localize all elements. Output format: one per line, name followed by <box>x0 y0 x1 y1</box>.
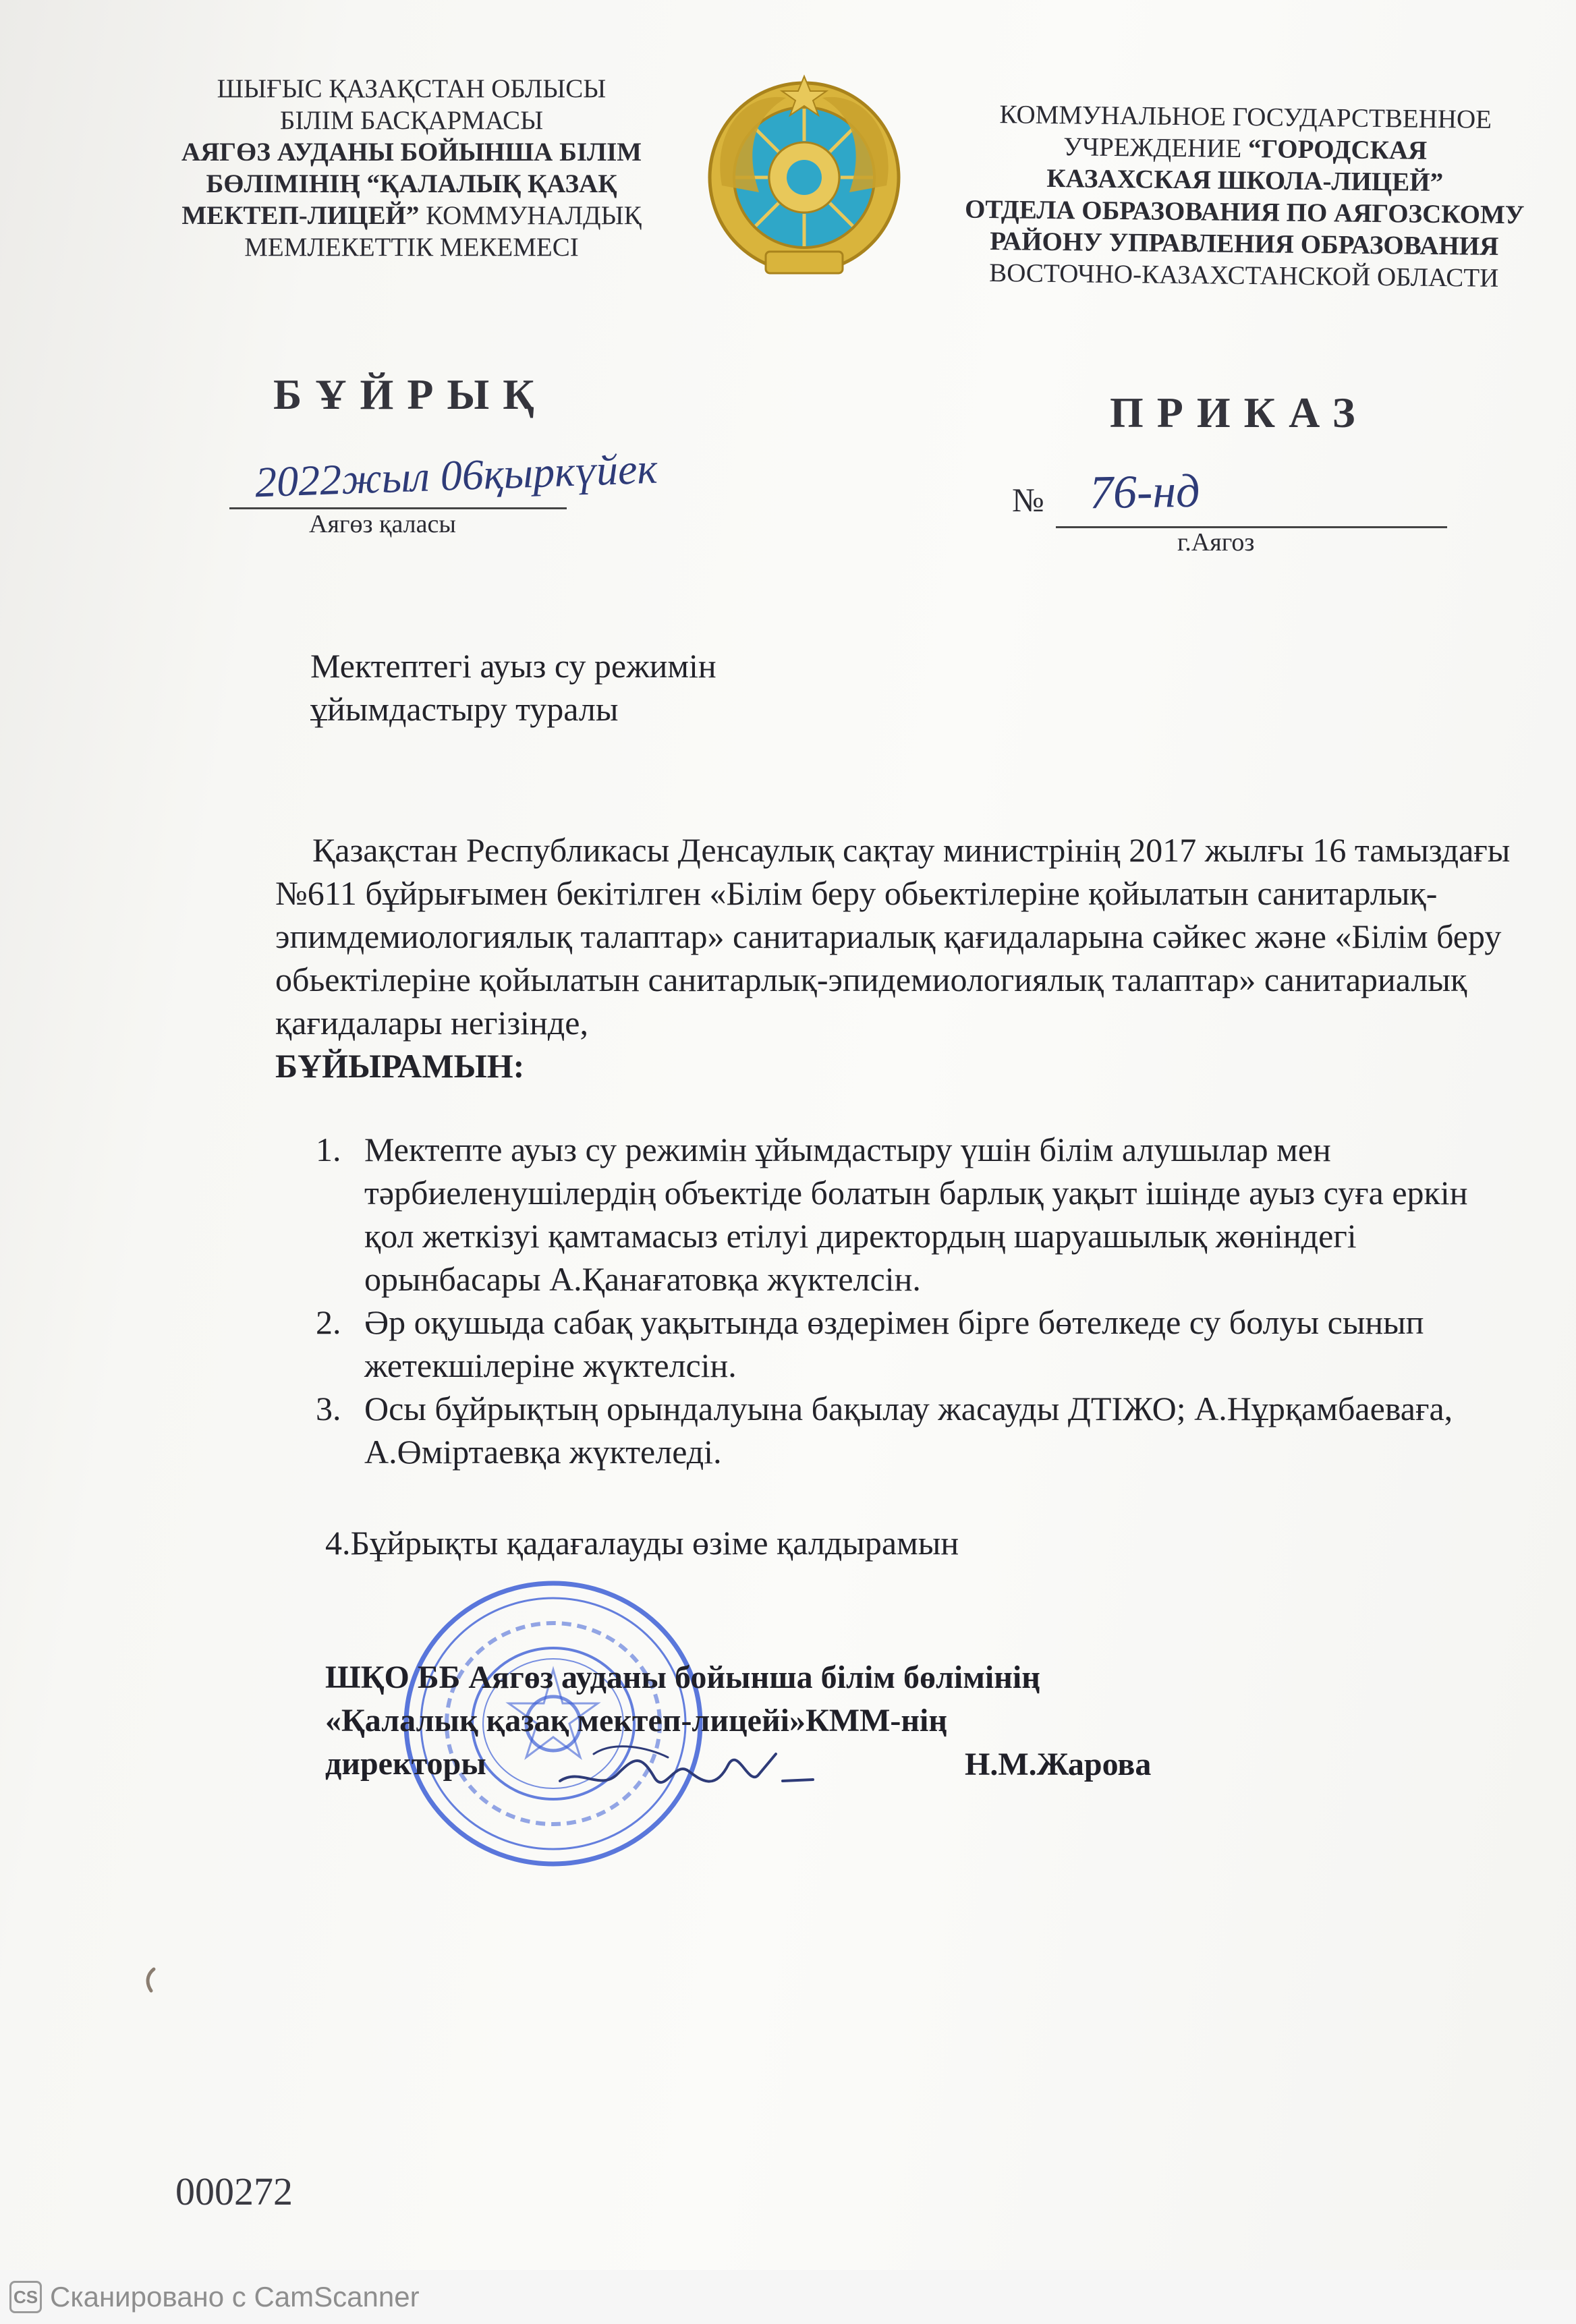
handwritten-number: 76-нд <box>1089 465 1201 519</box>
camscanner-logo-icon: CS <box>9 2281 42 2313</box>
document-serial-number: 000272 <box>175 2170 293 2213</box>
header-kazakh <box>148 73 675 263</box>
header-right-line: КАЗАХСКАЯ ШКОЛА-ЛИЦЕЙ” <box>1046 163 1444 198</box>
item-number: 3. <box>316 1390 341 1427</box>
decree-word: БҰЙЫРАМЫН: <box>275 1047 525 1085</box>
header-right-line: ОТДЕЛА ОБРАЗОВАНИЯ ПО АЯГОЗСКОМУ <box>964 194 1525 230</box>
header-right-line: РАЙОНУ УПРАВЛЕНИЯ ОБРАЗОВАНИЯ <box>989 227 1499 261</box>
item-number: 1. <box>316 1131 341 1168</box>
header-russian <box>940 98 1550 294</box>
header-left-line: БІЛІМ БАСҚАРМАСЫ <box>279 106 544 135</box>
signer-position-line: «Қалалық қазақ мектеп-лицейі»КММ-нің <box>325 1703 948 1738</box>
header-left-line <box>148 200 675 231</box>
paper-speck-icon <box>142 1966 162 1993</box>
order-subject <box>310 644 716 731</box>
state-emblem-icon <box>705 71 904 280</box>
order-title-kazakh: БҰЙРЫҚ <box>273 370 548 418</box>
order-item-4: 4.Бұйрықты қадағалауды өзіме қалдырамын <box>325 1524 959 1562</box>
header-right-line: КОММУНАЛЬНОЕ ГОСУДАРСТВЕННОЕ <box>999 100 1492 134</box>
item-number: 2. <box>316 1303 341 1341</box>
subject-line: ұйымдастыру туралы <box>310 690 619 728</box>
header-left-bold-part: МЕКТЕП-ЛИЦЕЙ” <box>181 201 420 230</box>
order-preamble <box>275 828 1520 1087</box>
signer-position-line: ШҚО ББ Аягөз ауданы бойынша білім бөлімінің <box>325 1660 1040 1695</box>
item-text: Мектепте ауыз су режимін ұйымдастыру үшін білім алушылар мен тәрбиеленушілердің объектіде болатын барлық уақыт ішінде ауыз суға еркін қол жеткізуі қамтамасыз етілуі директордың шаруашылық жөніндегі орынбасары А.Қанағатовқа жүктелсін. <box>364 1131 1468 1298</box>
item-text: Әр оқушыда сабақ уақытында өздерімен бірге бөтелкеде су болуы сынып жетекшілеріне жүктелсін. <box>364 1303 1424 1384</box>
order-items <box>316 1128 1523 1473</box>
number-sign: № <box>1012 481 1044 519</box>
signer-name: Н.М.Жарова <box>965 1747 1152 1782</box>
header-left-line: БӨЛІМІНІҢ “ҚАЛАЛЫҚ ҚАЗАҚ <box>206 169 617 198</box>
item-text: Осы бұйрықтың орындалуына бақылау жасауды ДТІЖО; А.Нұрқамбаеваға, А.Өміртаевқа жүктеледі. <box>364 1390 1453 1471</box>
preamble-paragraph: Қазақстан Республикасы Денсаулық сақтау министрінің 2017 жылғы 16 тамыздағы №611 бұйрығымен бекітілген «Білім беру обьектілеріне қойылатын санитарлық-эпимдемиологиялық талаптар» санитариалық қағидаларына сәйкес және «Білім беру обьектілеріне қойылатын санитарлық-эпидемиологиялық талаптар» санитариалық қағидалары негізінде, <box>275 831 1511 1042</box>
header-left-line: АЯГӨЗ АУДАНЫ БОЙЫНША БІЛІМ <box>181 138 642 167</box>
header-right-part: УЧРЕЖДЕНИЕ <box>1063 132 1249 164</box>
handwritten-date: 2022жыл 06қыркүйек <box>254 444 658 507</box>
header-left-line: ШЫҒЫС ҚАЗАҚСТАН ОБЛЫСЫ <box>217 74 607 103</box>
handwritten-signature-icon <box>553 1727 823 1815</box>
scanner-watermark-bar <box>0 2270 1576 2324</box>
header-left-rest-part: КОММУНАЛДЫҚ <box>419 201 642 230</box>
city-russian: г.Аягоз <box>1177 528 1255 557</box>
scanner-watermark-text: Сканировано с CamScanner <box>50 2281 420 2313</box>
subject-line: Мектептегі ауыз су режимін <box>310 647 716 685</box>
list-item <box>316 1387 1523 1473</box>
list-item <box>316 1128 1523 1301</box>
city-kazakh: Аягөз қаласы <box>309 510 456 538</box>
order-title-russian: ПРИКАЗ <box>1110 389 1369 436</box>
header-right-bold-part: “ГОРОДСКАЯ <box>1247 134 1428 165</box>
header-right-line: ВОСТОЧНО-КАЗАХСТАНСКОЙ ОБЛАСТИ <box>989 258 1499 293</box>
signer-position-line: директоры <box>325 1746 486 1782</box>
list-item <box>316 1301 1523 1387</box>
header-left-line: МЕМЛЕКЕТТІК МЕКЕМЕСІ <box>244 233 579 262</box>
